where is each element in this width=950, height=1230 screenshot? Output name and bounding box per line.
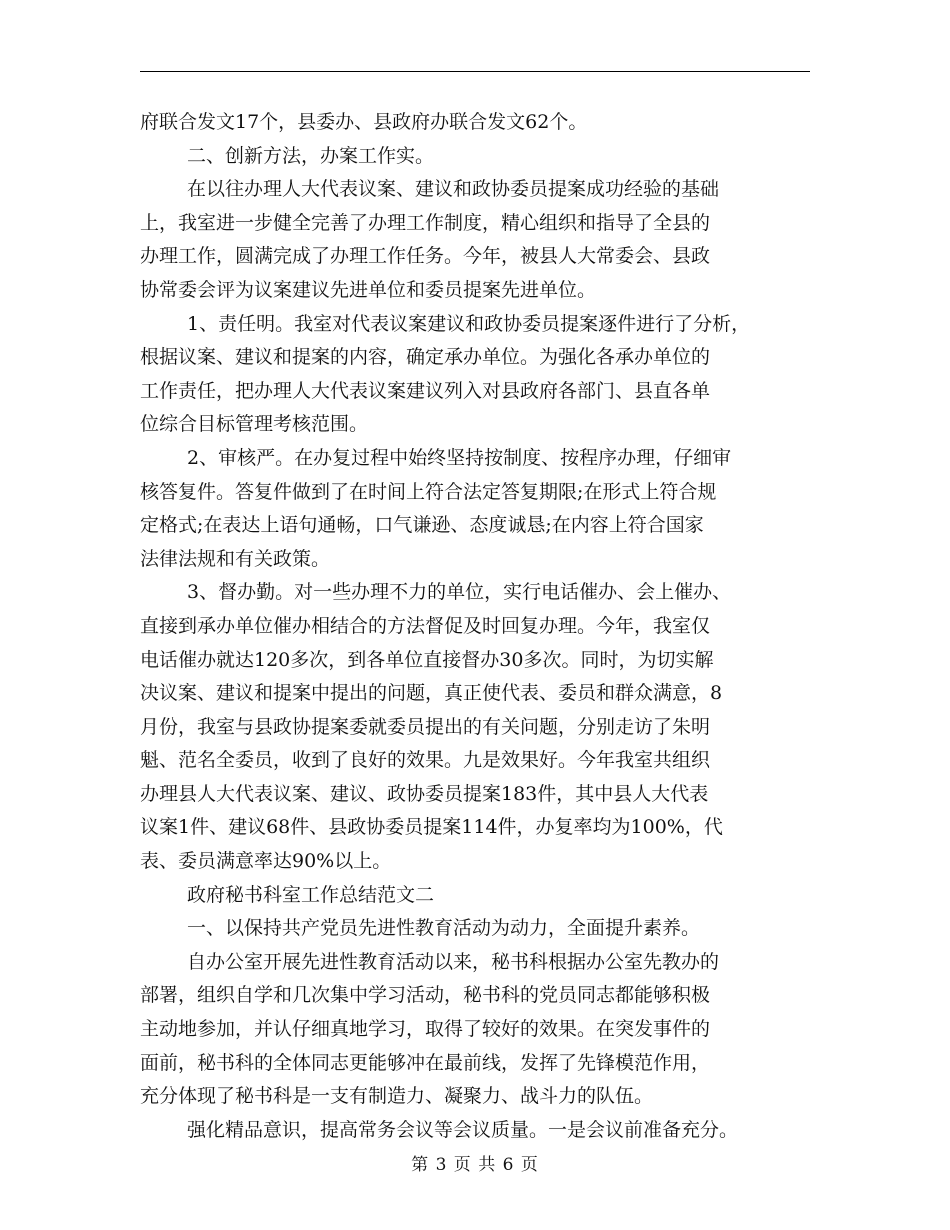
text-line: 法律法规和有关政策。 <box>140 547 331 570</box>
page-number: 第 3 页 共 6 页 <box>411 1155 539 1175</box>
text-line: 部署，组织自学和几次集中学习活动，秘书科的党员同志都能够积极 <box>140 984 711 1007</box>
header-rule <box>140 71 810 72</box>
text-line: 核答复件。答复件做到了在时间上符合法定答复期限;在形式上符合规 <box>140 480 717 503</box>
document-body <box>140 106 815 1147</box>
text-line: 自办公室开展先进性教育活动以来，秘书科根据办公室先教办的 <box>187 950 720 973</box>
text-line: 强化精品意识，提高常务会议等会议质量。一是会议前准备充分。 <box>187 1118 739 1141</box>
text-line: 1、责任明。我室对代表议案建议和政协委员提案逐件进行了分析， <box>187 312 751 335</box>
text-line: 面前，秘书科的全体同志更能够冲在最前线，发挥了先锋模范作用， <box>140 1051 711 1074</box>
text-line: 月份，我室与县政协提案委就委员提出的有关问题，分别走访了朱明 <box>140 715 711 738</box>
text-line: 主动地参加，并认仔细真地学习，取得了较好的效果。在突发事件的 <box>140 1018 711 1041</box>
text-line: 表、委员满意率达90%以上。 <box>140 850 392 873</box>
text-line: 上，我室进一步健全完善了办理工作制度，精心组织和指导了全县的 <box>140 211 711 234</box>
text-line: 3、督办勤。对一些办理不力的单位，实行电话催办、会上催办、 <box>187 581 732 604</box>
text-line: 政府秘书科室工作总结范文二 <box>187 883 435 906</box>
text-line: 魁、范名全委员，收到了良好的效果。九是效果好。今年我室共组织 <box>140 749 711 772</box>
text-line: 办理县人大代表议案、建议、政协委员提案183件，其中县人大代表 <box>140 782 709 805</box>
text-line: 充分体现了秘书科是一支有制造力、凝聚力、战斗力的队伍。 <box>140 1085 654 1108</box>
text-line: 定格式;在表达上语句通畅，口气谦逊、态度诚恳;在内容上符合国家 <box>140 514 704 537</box>
text-line: 府联合发文17个，县委办、县政府办联合发文62个。 <box>140 111 588 133</box>
text-line: 电话催办就达120多次，到各单位直接督办30多次。同时，为切实解 <box>140 648 714 671</box>
text-line: 直接到承办单位催办相结合的方法督促及时回复办理。今年，我室仅 <box>140 614 711 637</box>
text-line: 工作责任，把办理人大代表议案建议列入对县政府各部门、县直各单 <box>140 379 711 402</box>
text-line: 2、审核严。在办复过程中始终坚持按制度、按程序办理，仔细审 <box>187 446 732 469</box>
text-line: 根据议案、建议和提案的内容，确定承办单位。为强化各承办单位的 <box>140 346 711 369</box>
text-line: 协常委会评为议案建议先进单位和委员提案先进单位。 <box>140 278 597 301</box>
text-line: 位综合目标管理考核范围。 <box>140 413 369 436</box>
text-line: 二、创新方法，办案工作实。 <box>187 144 435 167</box>
text-line: 在以往办理人大代表议案、建议和政协委员提案成功经验的基础 <box>187 178 720 201</box>
text-line: 一、以保持共产党员先进性教育活动为动力，全面提升素养。 <box>187 917 701 940</box>
text-line: 决议案、建议和提案中提出的问题，真正使代表、委员和群众满意，8 <box>140 682 723 705</box>
text-line: 议案1件、建议68件、县政协委员提案114件，办复率均为100%，代 <box>140 816 723 839</box>
text-line: 办理工作，圆满完成了办理工作任务。今年，被县人大常委会、县政 <box>140 245 711 268</box>
